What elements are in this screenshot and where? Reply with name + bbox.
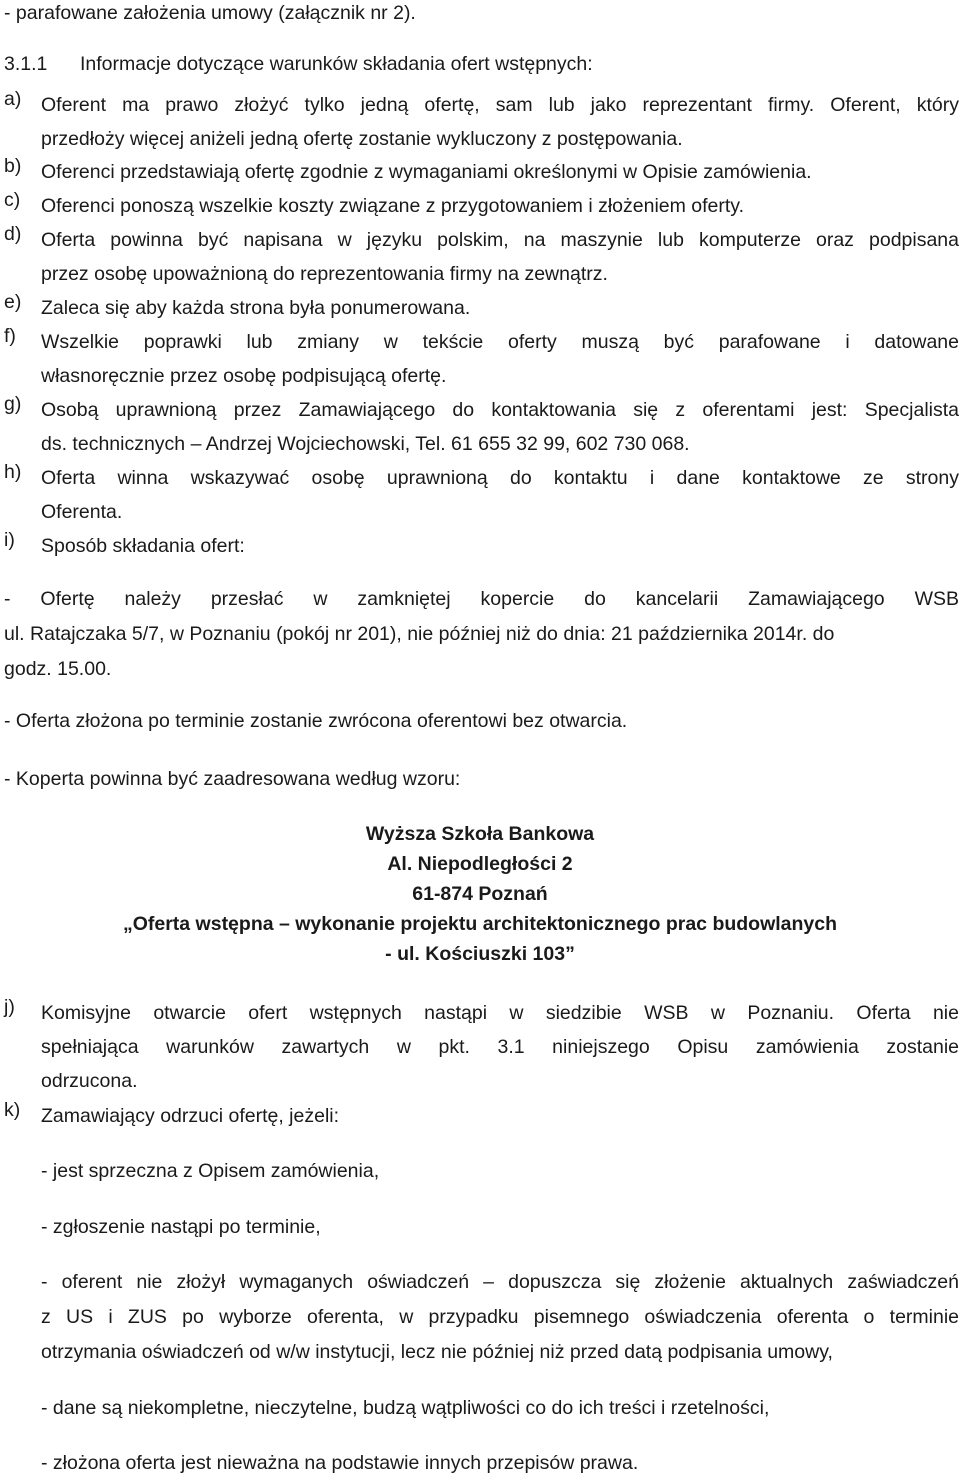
- envelope-line1: Wyższa Szkoła Bankowa: [365, 823, 595, 845]
- item-j-line1: Komisyjne otwarcie ofert wstępnych nastąpi w siedzibie WSB w Poznaniu. Oferta nie: [41, 1002, 959, 1024]
- rejection-reason-3-line1: - oferent nie złożył wymaganych oświadczeń – dopuszcza się złożenie aktualnych zaświadczeń: [41, 1271, 959, 1293]
- item-h-line2: Oferenta.: [41, 501, 123, 523]
- late-offer-note: - Oferta złożona po terminie zostanie zwrócona oferentowi bez otwarcia.: [4, 710, 628, 732]
- item-d-line2: przez osobę upoważnioną do reprezentowania firmy na zewnątrz.: [41, 263, 608, 285]
- intro-line: - parafowane założenia umowy (załącznik nr 2).: [4, 2, 416, 24]
- submission-line1: - Ofertę należy przesłać w zamkniętej kopercie do kancelarii Zamawiającego WSB: [4, 588, 959, 610]
- item-label: i): [4, 529, 15, 551]
- submission-line2: ul. Ratajczaka 5/7, w Poznaniu (pokój nr 201), nie później niż do dnia: 21 października 2014r. do: [4, 623, 835, 645]
- item-a-line2: przedłoży więcej aniżeli jedną ofertę zostanie wykluczony z postępowania.: [41, 128, 683, 150]
- item-label: g): [4, 393, 22, 415]
- item-k: [0, 1099, 960, 1133]
- item-g-line1: Osobą uprawnioną przez Zamawiającego do kontaktowania się z oferentami jest: Specjalista: [41, 399, 959, 421]
- item-label: h): [4, 461, 22, 483]
- item-g-line2: ds. technicznych – Andrzej Wojciechowski, Tel. 61 655 32 99, 602 730 068.: [41, 433, 690, 455]
- envelope-line4: „Oferta wstępna – wykonanie projektu architektonicznego prac budowlanych: [122, 913, 838, 935]
- item-label: c): [4, 189, 21, 211]
- item-j-line3: odrzucona.: [41, 1070, 138, 1092]
- item-a: [0, 88, 960, 158]
- item-label: e): [4, 291, 22, 313]
- item-h-line1: Oferta winna wskazywać osobę uprawnioną do kontaktu i dane kontaktowe ze strony: [41, 467, 959, 489]
- rejection-reason-5: - złożona oferta jest nieważna na podstawie innych przepisów prawa.: [41, 1452, 639, 1474]
- section-title: Informacje dotyczące warunków składania ofert wstępnych:: [80, 53, 593, 75]
- item-f-line1: Wszelkie poprawki lub zmiany w tekście oferty muszą być parafowane i datowane: [41, 331, 959, 353]
- item-j-line2: spełniająca warunków zawartych w pkt. 3.1 niniejszego Opisu zamówienia zostanie: [41, 1036, 959, 1058]
- item-c-text: Oferenci ponoszą wszelkie koszty związane z przygotowaniem i złożeniem oferty.: [41, 195, 745, 217]
- item-e-text: Zaleca się aby każda strona była ponumerowana.: [41, 297, 471, 319]
- envelope-line5: - ul. Kościuszki 103”: [385, 943, 575, 965]
- envelope-line3: 61-874 Poznań: [412, 883, 548, 905]
- item-i: [0, 529, 960, 563]
- item-label: f): [4, 325, 16, 347]
- item-b: [0, 155, 960, 189]
- rejection-reason-1: - jest sprzeczna z Opisem zamówienia,: [41, 1160, 380, 1182]
- item-label: j): [4, 996, 15, 1018]
- item-label: a): [4, 88, 22, 110]
- rejection-reason-3-line2: z US i ZUS po wyborze oferenta, w przypadku pisemnego oświadczenia oferenta o terminie: [41, 1306, 959, 1328]
- envelope-intro: - Koperta powinna być zaadresowana według wzoru:: [4, 768, 461, 790]
- item-e: [0, 291, 960, 325]
- item-i-text: Sposób składania ofert:: [41, 535, 245, 557]
- item-h: [0, 461, 960, 529]
- item-f-line2: własnoręcznie przez osobę podpisującą ofertę.: [41, 365, 447, 387]
- item-f: [0, 325, 960, 393]
- item-label: k): [4, 1099, 21, 1121]
- item-g: [0, 393, 960, 461]
- rejection-reason-4: - dane są niekompletne, nieczytelne, budzą wątpliwości co do ich treści i rzetelności,: [41, 1397, 770, 1419]
- rejection-reason-2: - zgłoszenie nastąpi po terminie,: [41, 1216, 321, 1238]
- item-d: [0, 223, 960, 291]
- item-label: d): [4, 223, 22, 245]
- rejection-reason-3-line3: otrzymania oświadczeń od w/w instytucji, lecz nie później niż przed datą podpisania umowy,: [41, 1341, 833, 1363]
- item-j: [0, 996, 960, 1098]
- item-k-text: Zamawiający odrzuci ofertę, jeżeli:: [41, 1105, 340, 1127]
- submission-line3: godz. 15.00.: [4, 658, 112, 680]
- item-b-text: Oferenci przedstawiają ofertę zgodnie z wymaganiami określonymi w Opisie zamówienia.: [41, 161, 812, 183]
- item-label: b): [4, 155, 22, 177]
- section-number: 3.1.1: [4, 53, 48, 75]
- envelope-line2: Al. Niepodległości 2: [387, 853, 573, 875]
- item-a-line1: Oferent ma prawo złożyć tylko jedną ofertę, sam lub jako reprezentant firmy. Oferent, który: [41, 94, 959, 116]
- item-d-line1: Oferta powinna być napisana w języku polskim, na maszynie lub komputerze oraz podpisana: [41, 229, 959, 251]
- item-c: [0, 189, 960, 223]
